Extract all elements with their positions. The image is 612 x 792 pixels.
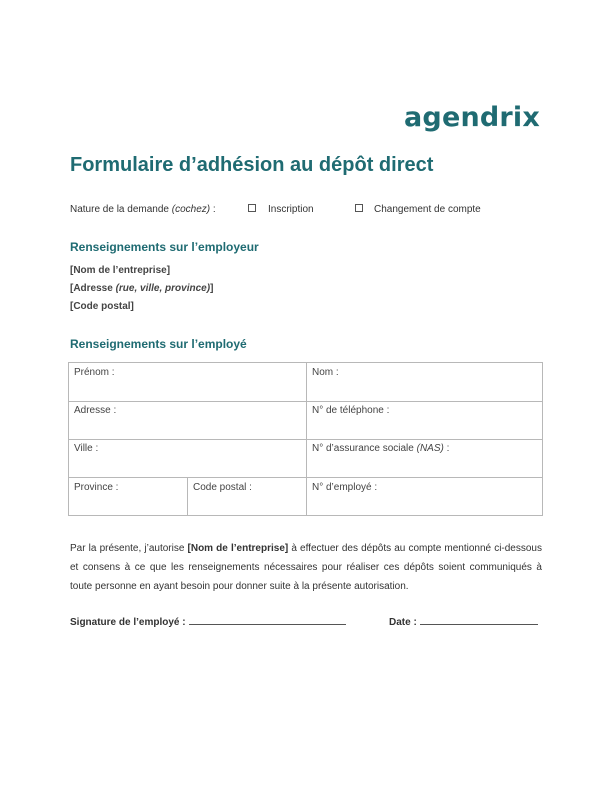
last-name-field[interactable]: Nom :: [312, 367, 339, 378]
employer-company-name: [Nom de l’entreprise]: [70, 265, 171, 276]
postal-code-field[interactable]: Code postal :: [193, 482, 252, 493]
city-field[interactable]: Ville :: [74, 443, 99, 454]
province-field[interactable]: Province :: [74, 482, 119, 493]
inscription-checkbox[interactable]: [248, 204, 256, 212]
date-label: Date :: [389, 617, 417, 628]
employee-signature: [70, 615, 346, 629]
signature-label: Signature de l’employé :: [70, 617, 186, 628]
account-change-label: Changement de compte: [374, 204, 481, 215]
agendrix-logo: agendrix: [404, 102, 540, 133]
first-name-field[interactable]: Prénom :: [74, 367, 115, 378]
sin-field[interactable]: N° d’assurance sociale (NAS) :: [312, 443, 450, 454]
employee-number-field[interactable]: N° d’employé :: [312, 482, 378, 493]
employer-section-heading: Renseignements sur l’employeur: [70, 240, 259, 254]
table-column-divider: [187, 477, 188, 515]
phone-field[interactable]: N° de téléphone :: [312, 405, 390, 416]
page-title: Formulaire d’adhésion au dépôt direct: [70, 154, 434, 176]
employee-info-table: [68, 362, 543, 516]
request-type-label: Nature de la demande (cochez) :: [70, 204, 216, 215]
table-column-divider: [306, 363, 307, 515]
account-change-checkbox[interactable]: [355, 204, 363, 212]
employee-section-heading: Renseignements sur l’employé: [70, 337, 247, 351]
signature-date: [389, 615, 538, 629]
signature-line[interactable]: [189, 615, 346, 625]
inscription-label: Inscription: [268, 204, 314, 215]
employer-postal-code: [Code postal]: [70, 301, 134, 312]
authorization-paragraph: Par la présente, j’autorise [Nom de l’entreprise] à effectuer des dépôts au compte mentionné ci-dessous et consens à ce que les renseignements nécessaires pour réaliser ces dépôts soient communiqués à toute personne en ayant besoin pour donner suite à la présente autorisation.: [70, 543, 542, 592]
employer-address: [Adresse (rue, ville, province)]: [70, 283, 214, 294]
date-line[interactable]: [420, 615, 538, 625]
address-field[interactable]: Adresse :: [74, 405, 117, 416]
